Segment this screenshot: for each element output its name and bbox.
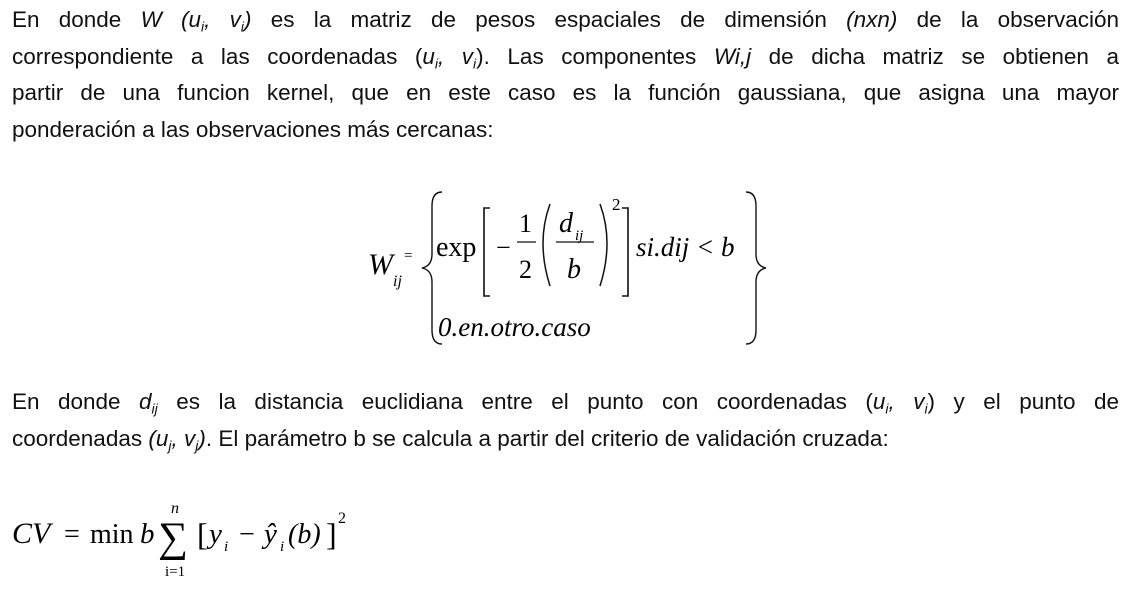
cv-open-bracket: [ <box>197 516 208 552</box>
left-square-bracket <box>484 208 490 296</box>
fraction-b: b <box>567 254 581 285</box>
fraction-denominator-two: 2 <box>519 255 532 284</box>
cv-close-bracket: ] <box>326 516 337 552</box>
subscript: i <box>924 400 928 417</box>
subscript: i <box>885 400 889 417</box>
text-segment: (u <box>148 425 169 451</box>
cv-power: 2 <box>338 510 346 527</box>
paragraph2-line2 <box>12 421 1119 458</box>
text-segment: , <box>888 389 914 414</box>
text-segment: correspondiente a las coordenadas ( <box>12 43 423 69</box>
cv-yhat-subscript: i <box>280 539 285 555</box>
italic-v: v <box>461 43 474 69</box>
summation-icon: ∑ <box>158 515 188 561</box>
subscript: j <box>195 436 199 453</box>
cv-b: b <box>140 518 155 550</box>
text-segment: es la distancia euclidiana entre el punto con coordenadas ( <box>157 389 873 414</box>
subscript: i <box>201 18 205 35</box>
italic-d: d <box>139 389 152 414</box>
right-brace <box>746 192 766 344</box>
fraction-d-subscript: ij <box>575 228 584 244</box>
formula-w-subscript: ij <box>393 273 402 290</box>
paragraph1-line1 <box>12 2 1119 39</box>
fraction-numerator-one: 1 <box>519 209 532 238</box>
text-segment: de dicha matriz se obtienen a <box>751 43 1119 69</box>
subscript: i <box>434 54 438 71</box>
italic-uj-vj <box>148 426 206 451</box>
paragraph1-line3: partir de una funcion kernel, que en este caso es la función gaussiana, que asigna una mayor <box>12 80 1119 105</box>
formula-equals: = <box>404 248 413 264</box>
italic-u: u <box>422 43 435 69</box>
text-segment: de la observación <box>897 7 1119 32</box>
subscript: i <box>240 18 245 35</box>
text-segment: ) <box>198 425 206 451</box>
fraction-d: d <box>559 208 573 239</box>
subscript: i <box>473 54 477 71</box>
italic-nxn: (nxn) <box>846 7 898 32</box>
text-segment: es la matriz de pesos espaciales de dimensión <box>251 7 847 32</box>
cv-equals: = <box>64 519 80 550</box>
weight-kernel-formula <box>360 180 780 348</box>
text-segment: , v <box>171 425 196 451</box>
text-segment: , <box>437 43 462 69</box>
cv-y-subscript: i <box>224 539 229 555</box>
cv-lhs: CV <box>12 517 51 550</box>
paragraph-distance-definition <box>12 384 1119 457</box>
square-exponent: 2 <box>612 195 621 214</box>
text-segment: W (u <box>140 7 202 32</box>
text-segment: En donde <box>12 389 140 414</box>
paragraph1-line4: ponderación a las observaciones más cercanas: <box>12 116 494 142</box>
text-segment: ). Las componentes <box>476 43 714 69</box>
cv-argument: (b) <box>288 519 321 550</box>
cross-validation-formula <box>12 495 372 587</box>
text-segment: , v <box>204 7 241 32</box>
italic-wij: Wi,j <box>713 43 752 69</box>
paragraph-weights-definition <box>12 2 1119 148</box>
cv-min: min <box>90 519 134 550</box>
cv-minus: − <box>239 519 255 550</box>
text-segment: ) <box>244 7 252 32</box>
cv-y: y <box>209 518 222 550</box>
cv-yhat: ŷ <box>264 518 277 550</box>
right-square-bracket <box>622 208 628 296</box>
paragraph2-line1 <box>12 384 1119 421</box>
formula-minus: − <box>496 233 511 262</box>
text-segment: coordenadas <box>12 425 149 451</box>
otherwise-text: 0.en.otro.caso <box>438 312 591 342</box>
formula-exp: exp <box>436 232 477 263</box>
sum-lower-limit: i=1 <box>165 564 186 580</box>
condition-text: si.dij < b <box>636 232 735 262</box>
left-paren <box>543 204 550 286</box>
italic-u: u <box>872 389 886 414</box>
italic-v: v <box>913 389 925 414</box>
right-paren <box>600 204 607 286</box>
text-segment: ) y el punto de <box>927 389 1120 414</box>
paragraph1-line2 <box>12 39 1119 76</box>
subscript: ij <box>151 400 158 417</box>
text-segment: En donde <box>12 7 141 32</box>
subscript: j <box>168 436 172 453</box>
sum-upper-limit: n <box>171 500 179 517</box>
text-segment: . El parámetro b se calcula a partir del criterio de validación cruzada: <box>205 425 889 451</box>
italic-w-ui-vi <box>140 7 252 35</box>
formula-w-symbol: W <box>368 248 393 281</box>
